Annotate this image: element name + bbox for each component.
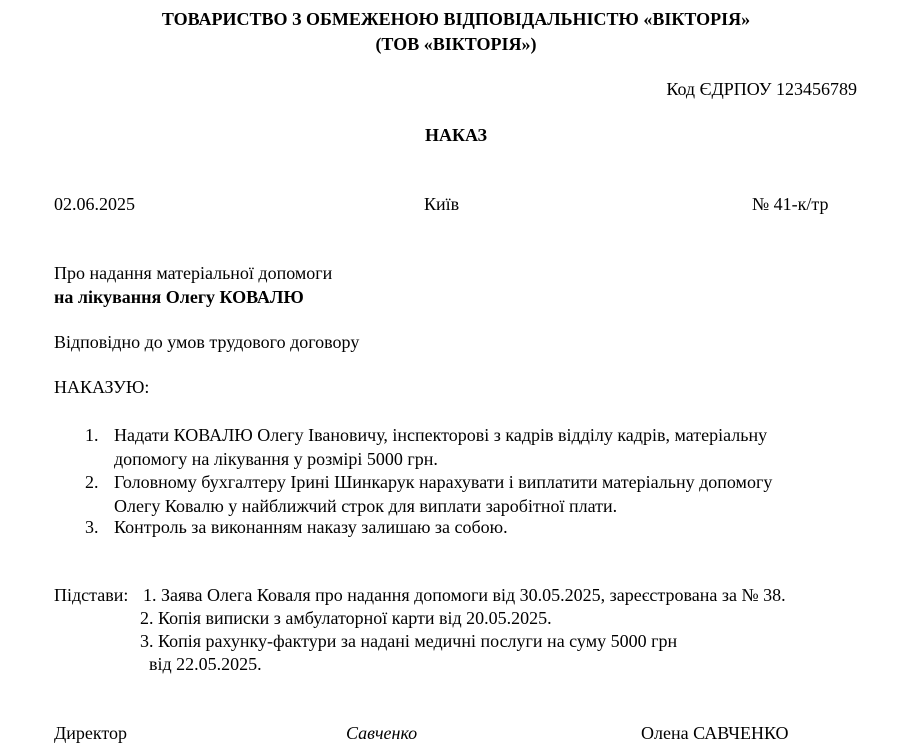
order-word: НАКАЗУЮ: — [54, 377, 150, 397]
signer-position: Директор — [54, 723, 128, 743]
subject-line-2: на лікування Олегу КОВАЛЮ — [54, 287, 304, 307]
list-item-number: 3. — [85, 517, 99, 537]
subject-line-1: Про надання матеріальної допомоги — [54, 263, 333, 283]
grounds-item: 2. Копія виписки з амбулаторної карти від 20.05.2025. — [140, 608, 552, 628]
list-item-text: Надати КОВАЛЮ Олегу Івановичу, інспекторові з кадрів відділу кадрів, матеріальну — [114, 425, 768, 445]
signer-name: Олена САВЧЕНКО — [641, 723, 789, 743]
list-item-text: Контроль за виконанням наказу залишаю за собою. — [114, 517, 508, 537]
list-item-text: Олегу Ковалю у найближчий строк для виплати заробітної плати. — [114, 496, 618, 516]
basis-intro: Відповідно до умов трудового договору — [54, 332, 360, 352]
handwritten-signature: Савченко — [346, 723, 418, 743]
grounds-label: Підстави: — [54, 585, 129, 605]
document-city: Київ — [424, 194, 460, 214]
document-number: № 41-к/тр — [752, 194, 829, 214]
list-item-number: 1. — [85, 425, 99, 445]
list-item-text: допомогу на лікування у розмірі 5000 грн. — [114, 449, 438, 469]
list-item-text: Головному бухгалтеру Ірині Шинкарук нарахувати і виплатити матеріальну допомогу — [114, 472, 773, 492]
list-item-number: 2. — [85, 472, 99, 492]
grounds-item: 1. Заява Олега Коваля про надання допомоги від 30.05.2025, зареєстрована за № 38. — [143, 585, 786, 605]
grounds-item-continuation: від 22.05.2025. — [149, 654, 262, 674]
edrpou-code: Код ЄДРПОУ 123456789 — [666, 79, 857, 99]
organization-short-name: (ТОВ «ВІКТОРІЯ») — [375, 34, 537, 54]
grounds-item: 3. Копія рахунку-фактури за надані медичні послуги на суму 5000 грн — [140, 631, 678, 651]
document-date: 02.06.2025 — [54, 194, 135, 214]
document-title: НАКАЗ — [424, 125, 488, 145]
organization-full-name: ТОВАРИСТВО З ОБМЕЖЕНОЮ ВІДПОВІДАЛЬНІСТЮ «ВІКТОРІЯ» — [161, 9, 751, 29]
